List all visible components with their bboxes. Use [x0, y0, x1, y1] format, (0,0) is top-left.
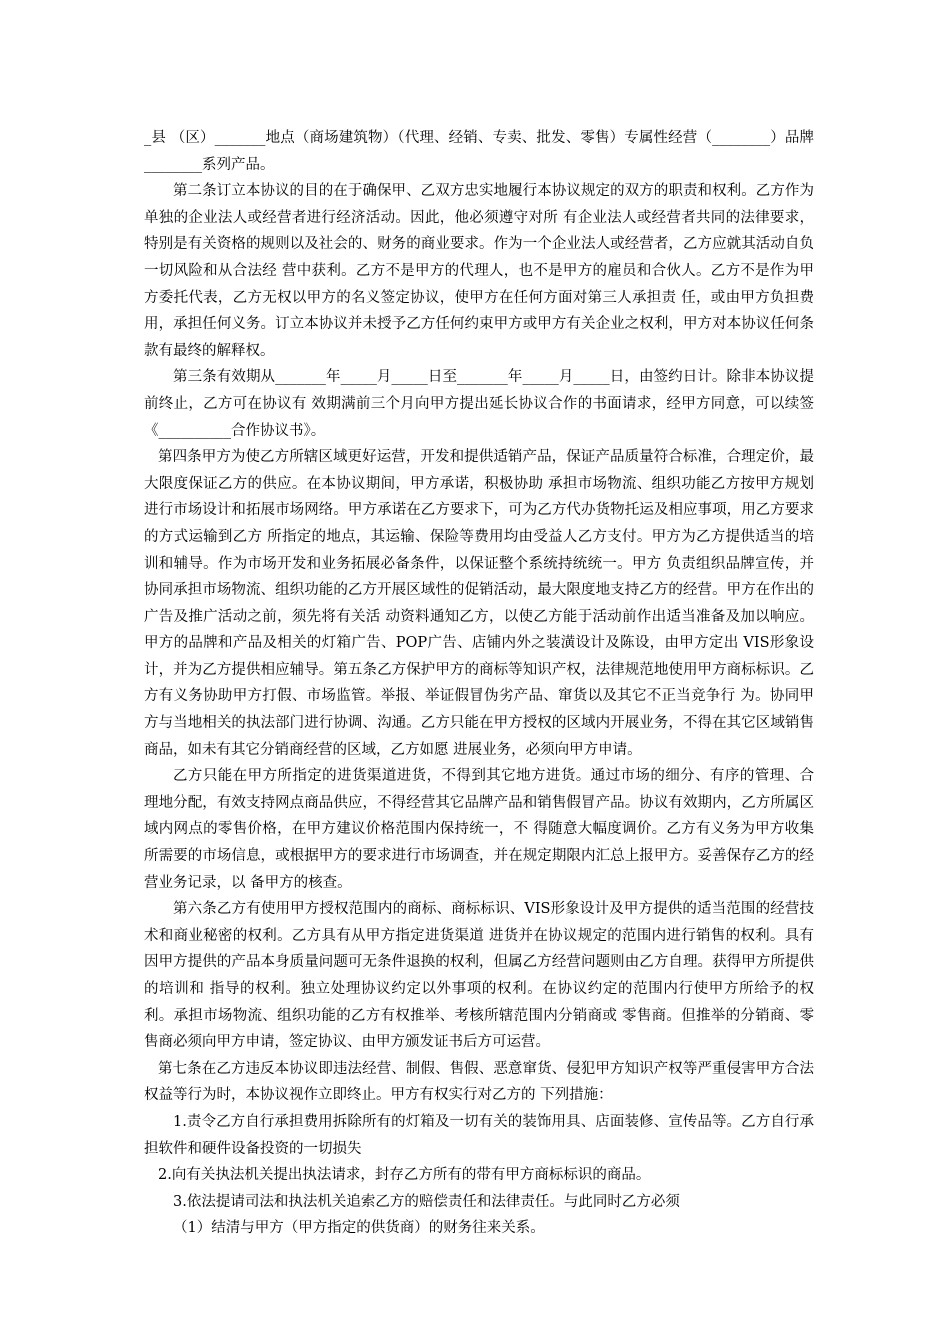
paragraph-purchase-channel: 乙方只能在甲方所指定的进货渠道进货，不得到其它地方进货。通过市场的细分、有序的管理、合 理地分配，有效支持网点商品供应，不得经营其它品牌产品和销售假冒产品。协议有效期内，乙方所属区域内网点的零售价格，在甲方建议价格范围内保持统一，不 得随意大幅度调价。乙方有义务为甲方收集所需要的市场信息，或根据甲方的要求进行市场调查，并在规定期限内汇总上报甲方。妥善保存乙方的经营业务记录，以 备甲方的核查。	[144, 768, 814, 891]
paragraph-article-4: 第四条甲方为使乙方所辖区域更好运营，开发和提供适销产品，保证产品质量符合标准，合理定价，最大限度保证乙方的供应。在本协议期间，甲方承诺，积极协助 承担市场物流、组织功能乙方按甲方规划进行市场设计和拓展市场网络。甲方承诺在乙方要求下，可为乙方代办货物托运及相应事项，用乙方要求的方式运输到乙方 所指定的地点，其运输、保险等费用均由受益人乙方支付。甲方为乙方提供适当的培训和辅导。作为市场开发和业务拓展必备条件，以保证整个系统持统统一。甲方 负责组织品牌宣传，并协同承担市场物流、组织功能的乙方开展区域性的促销活动，最大限度地支持乙方的经营。甲方在作出的广告及推广活动之前，须先将有关活 动资料通知乙方，以使乙方能于活动前作出适当准备及加以响应。甲方的品牌和产品及相关的灯箱广告、POP广告、店铺内外之装潢设计及陈设，由甲方定出 VIS形象设计，并为乙方提供相应辅导。第五条乙方保护甲方的商标等知识产权，法律规范地使用甲方商标标识。乙方有义务协助甲方打假、市场监管。举报、举证假冒伪劣产品、窜货以及其它不正当竞争行 为。协同甲方与当地相关的执法部门进行协调、沟通。乙方只能在甲方授权的区域内开展业务，不得在其它区域销售商品，如未有其它分销商经营的区域，乙方如愿 进展业务，必须向甲方申请。	[144, 449, 814, 758]
paragraph-article-6: 第六条乙方有使用甲方授权范围内的商标、商标标识、VIS形象设计及甲方提供的适当范围的经营技术和商业秘密的权利。乙方具有从甲方指定进货渠道 进货并在协议规定的范围内进行销售的权利。具有因甲方提供的产品本身质量问题可无条件退换的权利，但属乙方经营问题则由乙方自理。获得甲方所提供的培训和 指导的权利。独立处理协议约定以外事项的权利。在协议约定的范围内行使甲方所给予的权利。承担市场物流、组织功能的乙方有权推举、考核所辖范围内分销商或 零售商。但推举的分销商、零售商必须向甲方申请，签定协议、由甲方颁发证书后方可运营。	[144, 901, 814, 1051]
paragraph-article-3: 第三条有效期从_______年_____月_____日至_______年_____月_____日，由签约日计。除非本协议提前终止，乙方可在协议有 效期满前三个月向甲方提出延长协议合作的书面请求，经甲方同意，可以续签《__________合作协议书》。	[144, 369, 814, 439]
list-item-measure-1: 1.责令乙方自行承担费用拆除所有的灯箱及一切有关的装饰用具、店面装修、宣传品等。乙方自行承担软件和硬件设备投资的一切损失	[144, 1113, 814, 1157]
list-item-measure-3: 3.依法提请司法和执法机关追索乙方的赔偿责任和法律责任。与此同时乙方必须	[173, 1193, 680, 1210]
paragraph-scope: _县 （区）_______地点（商场建筑物）（代理、经销、专卖、批发、零售）专属性经营（________）品牌________系列产品。	[144, 130, 814, 173]
document-page	[144, 125, 814, 1242]
list-item-sub-1: （1）结清与甲方（甲方指定的供货商）的财务往来关系。	[173, 1220, 545, 1237]
paragraph-article-2: 第二条订立本协议的目的在于确保甲、乙双方忠实地履行本协议规定的双方的职责和权利。乙方作为单独的企业法人或经营者进行经济活动。因此，他必须遵守对所 有企业法人或经营者共同的法律要求，特别是有关资格的规则以及社会的、财务的商业要求。作为一个企业法人或经营者，乙方应就其活动自负一切风险和从合法经 营中获利。乙方不是甲方的代理人，也不是甲方的雇员和合伙人。乙方不是作为甲方委托代表，乙方无权以甲方的名义签定协议，使甲方在任何方面对第三人承担责 任，或由甲方负担费用，承担任何义务。订立本协议并未授予乙方任何约束甲方或甲方有关企业之权利，甲方对本协议任何条款有最终的解释权。	[144, 183, 814, 359]
paragraph-article-7: 第七条在乙方违反本协议即违法经营、制假、售假、恶意窜货、侵犯甲方知识产权等严重侵害甲方合法权益等行为时，本协议视作立即终止。甲方有权实行对乙方的 下列措施：	[144, 1060, 814, 1104]
list-item-measure-2: 2.向有关执法机关提出执法请求，封存乙方所有的带有甲方商标标识的商品。	[158, 1167, 651, 1184]
